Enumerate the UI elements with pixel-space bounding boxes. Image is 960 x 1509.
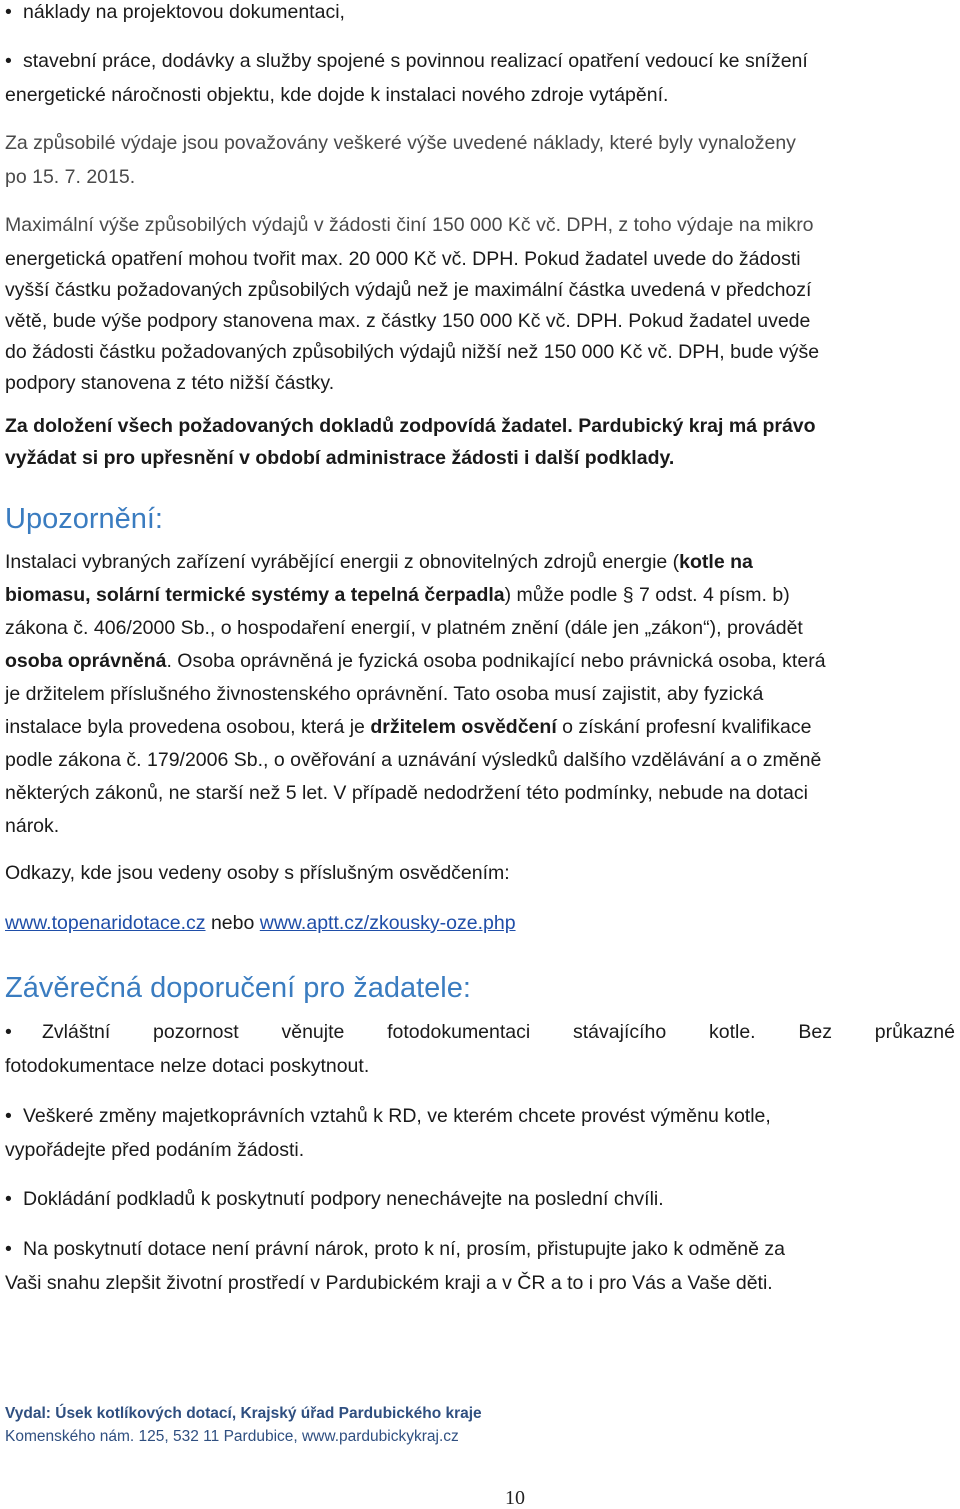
recommendation-item-fotodokumentace-cont: fotodokumentace nelze dotaci poskytnout. [5, 1055, 370, 1077]
bullet-icon: • [5, 1, 12, 23]
max-expenses-line: energetická opatření mohou tvořit max. 20 000 Kč vč. DPH. Pokud žadatel uvede do žádosti [5, 248, 801, 270]
applicant-responsibility-note: Za doložení všech požadovaných dokladů zodpovídá žadatel. Pardubický kraj má právo [5, 415, 816, 437]
bullet-item-stavebni-prace-cont: energetické náročnosti objektu, kde dojde k instalaci nového zdroje vytápění. [5, 84, 669, 106]
max-expenses-line: podpory stanovena z této nižší částky. [5, 372, 335, 394]
bullet-item-projektova-dokumentace: • náklady na projektovou dokumentaci, [5, 1, 345, 23]
link-aptt-zkousky[interactable]: www.aptt.cz/zkousky-oze.php [259, 912, 516, 934]
recommendation-item-fotodokumentace-text: Zvláštní pozornost věnujte fotodokumentaci stávajícího kotle. Bez průkazné [42, 1021, 955, 1043]
upozorneni-line: biomasu, solární termické systémy a tepelná čerpadla) může podle § 7 odst. 4 písm. b) [5, 584, 790, 606]
applicant-responsibility-note-cont: vyžádat si pro upřesnění v období administrace žádosti i další podklady. [5, 447, 675, 469]
bullet-icon: • [5, 1105, 12, 1127]
bullet-icon: • [5, 1021, 12, 1043]
max-expenses-line: větě, bude výše podpory stanovena max. z částky 150 000 Kč vč. DPH. Pokud žadatel uvede [5, 310, 811, 332]
upozorneni-line: zákona č. 406/2000 Sb., o hospodaření energií, v platném znění (dále jen „zákon“), provádět [5, 617, 803, 639]
eligible-paragraph-line: po 15. 7. 2015. [5, 166, 136, 188]
upozorneni-line: osoba oprávněná. Osoba oprávněná je fyzická osoba podnikající nebo právnická osoba, která [5, 650, 826, 672]
eligible-paragraph-line: Za způsobilé výdaje jsou považovány veškeré výše uvedené náklady, které byly vynaloženy [5, 132, 796, 154]
odkazy-intro: Odkazy, kde jsou vedeny osoby s příslušným osvědčením: [5, 862, 510, 884]
recommendation-item-pravni-narok-cont: Vaši snahu zlepšit životní prostředí v Pardubickém kraji a v ČR a to i pro Vás a Vaše děti. [5, 1272, 773, 1294]
upozorneni-line: podle zákona č. 179/2006 Sb., o ověřování a uznávání výsledků dalšího vzdělávání a o změně [5, 749, 822, 771]
recommendation-item-pravni-narok: • Na poskytnutí dotace není právní nárok, proto k ní, prosím, přistupujte jako k odměně za [5, 1238, 785, 1260]
footer-address: Komenského nám. 125, 532 11 Pardubice, www.pardubickykraj.cz [5, 1428, 459, 1445]
bullet-icon: • [5, 50, 12, 72]
links-separator: nebo [210, 912, 255, 934]
upozorneni-line: některých zákonů, ne starší než 5 let. V případě nedodržení této podmínky, nebude na dotaci [5, 782, 808, 804]
bullet-icon: • [5, 1238, 12, 1260]
recommendation-item-fotodokumentace [5, 1023, 23, 1043]
odkazy-links [5, 914, 516, 934]
link-topenaridotace[interactable]: www.topenaridotace.cz [5, 912, 206, 934]
bullet-item-stavebni-prace: • stavební práce, dodávky a služby spojené s povinnou realizací opatření vedoucí ke snížení [5, 50, 808, 72]
recommendation-item-zmeny-cont: vypořádejte před podáním žádosti. [5, 1139, 305, 1161]
footer-publisher: Vydal: Úsek kotlíkových dotací, Krajský úřad Pardubického kraje [5, 1405, 482, 1422]
max-expenses-line: Maximální výše způsobilých výdajů v žádosti činí 150 000 Kč vč. DPH, z toho výdaje na mikro [5, 214, 814, 236]
upozorneni-line: nárok. [5, 815, 60, 837]
upozorneni-line: Instalaci vybraných zařízení vyrábějící energii z obnovitelných zdrojů energie (kotle na [5, 551, 753, 573]
max-expenses-line: do žádosti částku požadovaných způsobilých výdajů nižší než 150 000 Kč vč. DPH, bude výše [5, 341, 820, 363]
heading-zaverecna-doporuceni: Závěrečná doporučení pro žadatele: [5, 972, 471, 1004]
bullet-icon: • [5, 1188, 12, 1210]
upozorneni-line: instalace byla provedena osobou, která je držitelem osvědčení o získání profesní kvalifikace [5, 716, 812, 738]
max-expenses-line: vyšší částku požadovaných způsobilých výdajů než je maximální částka uvedená v předchozí [5, 279, 812, 301]
heading-upozorneni: Upozornění: [5, 503, 163, 535]
upozorneni-line: je držitelem příslušného živnostenského oprávnění. Tato osoba musí zajistit, aby fyzická [5, 683, 764, 705]
page-number: 10 [505, 1487, 525, 1509]
recommendation-item-zmeny: • Veškeré změny majetkoprávních vztahů k RD, ve kterém chcete provést výměnu kotle, [5, 1105, 771, 1127]
recommendation-item-dokladani: • Dokládání podkladů k poskytnutí podpory nenechávejte na poslední chvíli. [5, 1188, 664, 1210]
